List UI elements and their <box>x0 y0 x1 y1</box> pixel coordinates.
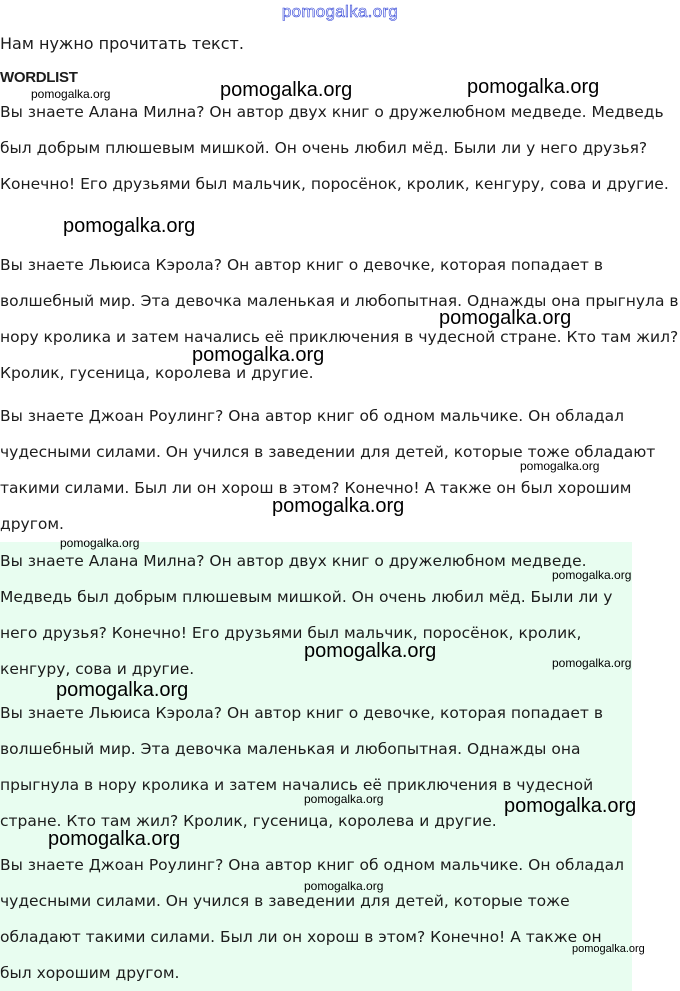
watermark: pomogalka.org <box>504 795 637 817</box>
watermark: pomogalka.org <box>31 87 111 101</box>
task-text: Нам нужно прочитать текст. <box>0 34 244 53</box>
highlighted-paragraph: Вы знаете Алана Милна? Он автор двух книг о дружелюбном медведе. Медведь был добрым плюшевым мишкой. Он очень любил мёд. Были ли у него друзья? Конечно! Его друзьями был мальчик, поросёнок, кролик, кенгуру, сова и другие. <box>0 552 613 678</box>
watermark: pomogalka.org <box>467 76 600 98</box>
original-paragraph: Вы знаете Джоан Роулинг? Она автор книг об одном мальчике. Он обладал чудесными силами. Он учился в заведении для детей, которые тоже обладают такими силами. Был ли он хорош в этом? Конечно! А также он был хорошим другом. <box>0 407 656 533</box>
watermark: pomogalka.org <box>48 828 181 850</box>
watermark: pomogalka.org <box>304 640 437 662</box>
watermark: pomogalka.org <box>572 943 645 955</box>
original-paragraph: Вы знаете Льюиса Кэрола? Он автор книг о девочке, которая попадает в волшебный мир. Эта девочка маленькая и любопытная. Однажды она прыгнула в нору кролика и затем начались её приключения в чудесной стране. Кто там жил? Кролик, гусеница, королева и другие. <box>0 256 679 382</box>
watermark: pomogalka.org <box>192 344 325 366</box>
watermark: pomogalka.org <box>552 656 632 670</box>
watermark: pomogalka.org <box>220 79 353 101</box>
highlighted-paragraph: Вы знаете Джоан Роулинг? Она автор книг об одном мальчике. Он обладал чудесными силами. Он учился в заведении для детей, которые тоже обладают такими силами. Был ли он хорош в этом? Конечно! А также он был хорошим другом. <box>0 856 624 982</box>
site-header-logo: pomogalka.org <box>281 2 399 21</box>
watermark: pomogalka.org <box>56 679 189 701</box>
watermark: pomogalka.org <box>439 307 572 329</box>
watermark: pomogalka.org <box>272 495 405 517</box>
watermark: pomogalka.org <box>304 879 384 893</box>
watermark: pomogalka.org <box>63 215 196 237</box>
wordlist-heading: WORDLIST <box>0 69 78 86</box>
watermark: pomogalka.org <box>60 536 140 550</box>
watermark: pomogalka.org <box>520 459 600 473</box>
watermark: pomogalka.org <box>552 568 632 582</box>
watermark: pomogalka.org <box>304 792 384 806</box>
highlighted-paragraph: Вы знаете Льюиса Кэрола? Он автор книг о девочке, которая попадает в волшебный мир. Эта девочка маленькая и любопытная. Однажды она прыгнула в нору кролика и затем начались её приключения в чудесной стране. Кто там жил? Кролик, гусеница, королева и другие. <box>0 704 603 830</box>
original-paragraph: Вы знаете Алана Милна? Он автор двух книг о дружелюбном медведе. Медведь был добрым плюшевым мишкой. Он очень любил мёд. Были ли у него друзья? Конечно! Его друзьями был мальчик, поросёнок, кролик, кенгуру, сова и другие. <box>0 103 669 193</box>
